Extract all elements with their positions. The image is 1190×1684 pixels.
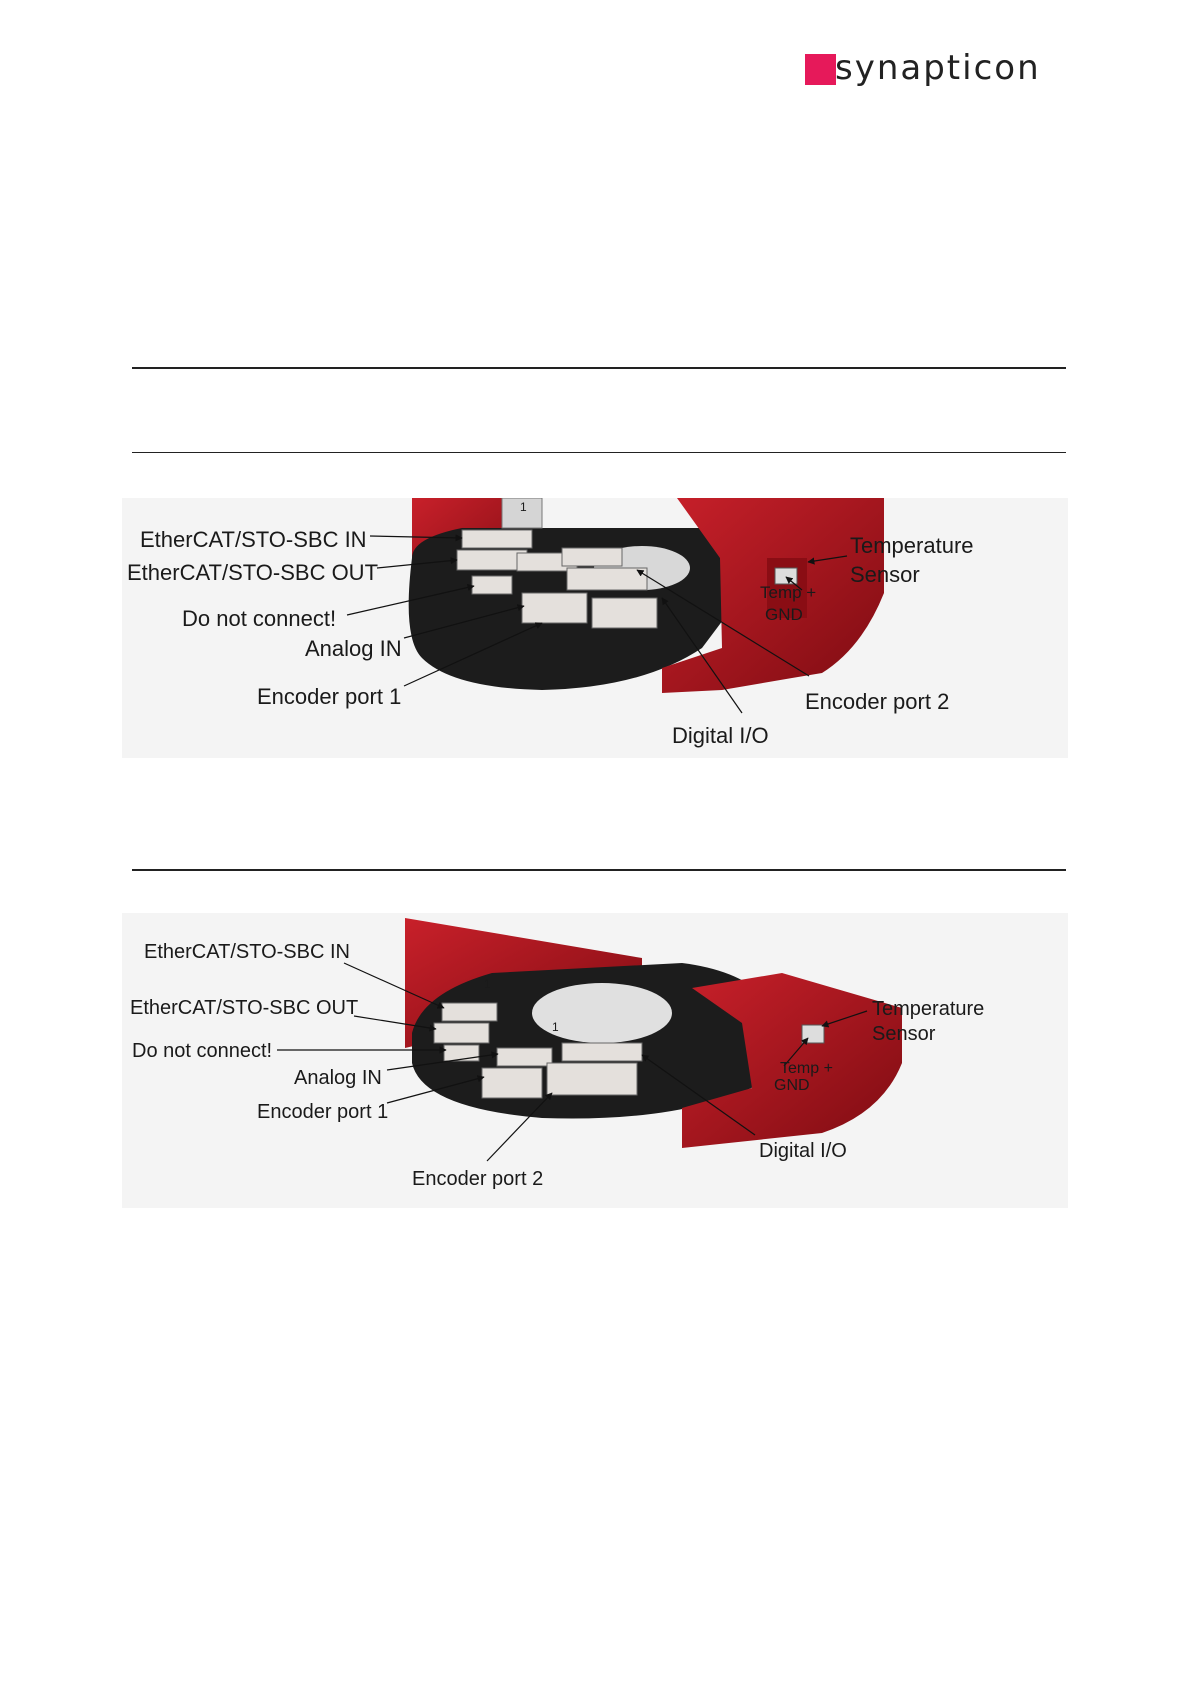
- label-ethercat-in: EtherCAT/STO-SBC IN: [144, 941, 350, 963]
- pin-1-marker-b: 1: [552, 1020, 559, 1034]
- section-rule-1: [132, 367, 1066, 369]
- connector-encoder-1: [522, 593, 587, 623]
- label-temperature: Temperature: [872, 998, 985, 1020]
- logo-square: [805, 54, 836, 85]
- figure-2-illustration: [122, 913, 1068, 1208]
- connector-do-not-connect: [444, 1045, 479, 1061]
- label-analog-in: Analog IN: [305, 636, 402, 661]
- label-temp-plus: Temp +: [760, 583, 817, 602]
- connector-analog: [567, 568, 647, 590]
- label-analog-in: Analog IN: [294, 1067, 382, 1089]
- label-digital-io: Digital I/O: [759, 1140, 847, 1162]
- center-bore: [532, 983, 672, 1043]
- label-sensor: Sensor: [850, 562, 920, 587]
- label-gnd: GND: [765, 605, 803, 624]
- label-encoder-port-2: Encoder port 2: [805, 689, 950, 714]
- figure-connector-layout-1: [122, 498, 1068, 758]
- pin-1-marker-a: 1: [484, 977, 491, 991]
- connector-do-not-connect: [472, 576, 512, 594]
- section-rule-3: [132, 869, 1066, 871]
- temperature-sensor-connector: [775, 568, 797, 584]
- logo-wordmark: synapticon: [835, 48, 1041, 88]
- label-encoder-port-1: Encoder port 1: [257, 684, 402, 709]
- label-digital-io: Digital I/O: [672, 723, 769, 748]
- connector-encoder-2: [592, 598, 657, 628]
- connector-encoder-1: [482, 1068, 542, 1098]
- connector-analog: [497, 1048, 552, 1066]
- label-temp-plus: Temp +: [780, 1060, 833, 1077]
- connector-ethercat-out: [434, 1023, 489, 1043]
- connector-digital-io-b: [562, 548, 622, 566]
- connector-ethercat-in: [442, 1003, 497, 1021]
- label-gnd: GND: [774, 1077, 810, 1094]
- label-do-not-connect: Do not connect!: [182, 606, 337, 631]
- label-do-not-connect: Do not connect!: [132, 1040, 273, 1062]
- label-encoder-port-2: Encoder port 2: [412, 1168, 544, 1190]
- pin-1-marker: 1: [520, 500, 527, 514]
- connector-encoder-2: [547, 1063, 637, 1095]
- connector-ethercat-in: [462, 530, 532, 548]
- figure-connector-layout-2: [122, 913, 1068, 1208]
- label-ethercat-out: EtherCAT/STO-SBC OUT: [130, 997, 359, 1019]
- label-temperature: Temperature: [850, 533, 974, 558]
- connector-digital-io: [562, 1043, 642, 1061]
- label-ethercat-in: EtherCAT/STO-SBC IN: [140, 527, 367, 552]
- section-rule-2: [132, 452, 1066, 453]
- label-sensor: Sensor: [872, 1023, 936, 1045]
- synapticon-logo: [805, 48, 1067, 90]
- label-ethercat-out: EtherCAT/STO-SBC OUT: [127, 560, 379, 585]
- label-encoder-port-1: Encoder port 1: [257, 1101, 389, 1123]
- figure-1-illustration: [122, 498, 1068, 758]
